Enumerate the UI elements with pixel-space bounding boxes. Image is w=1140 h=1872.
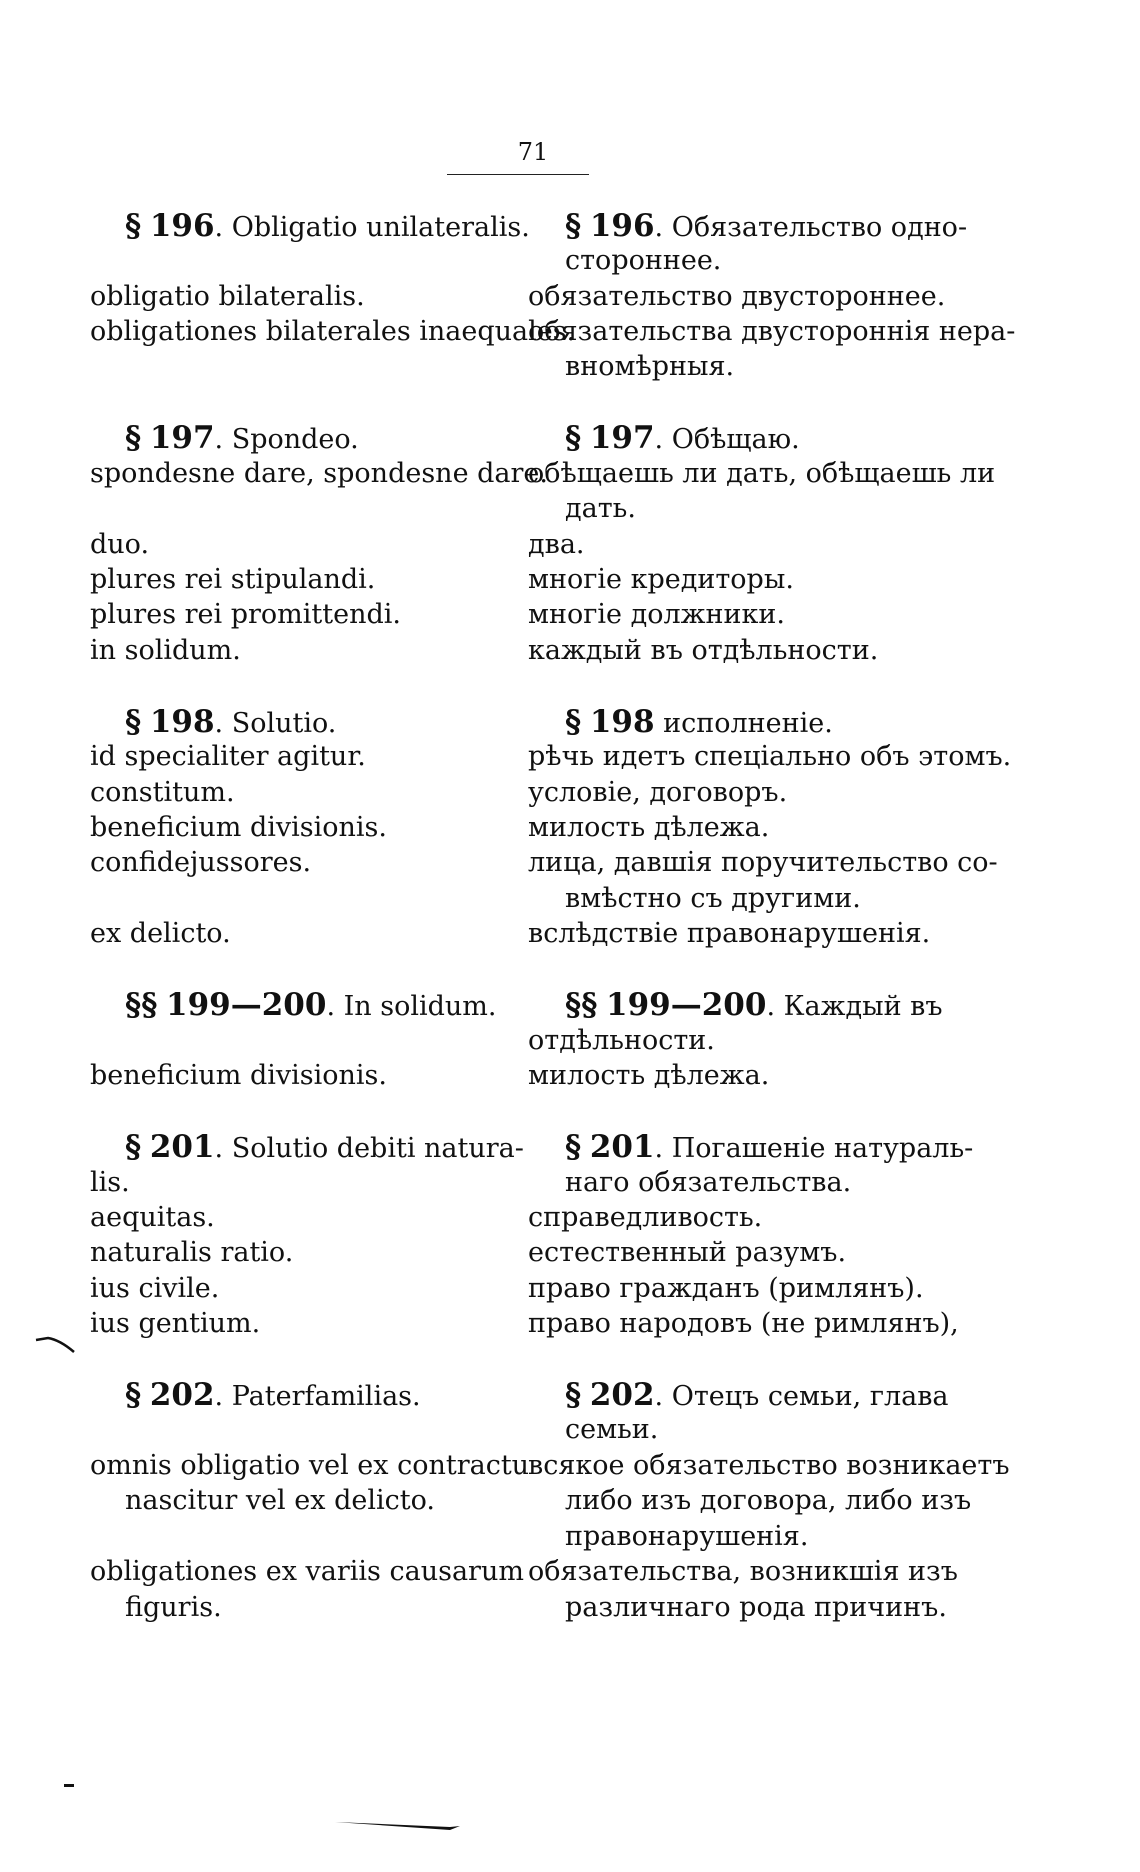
section-heading-196-latin: § 196. Obligatio unilateralis.: [125, 208, 530, 244]
latin-term: obligationes bilaterales inaequales.: [90, 316, 576, 347]
latin-term: ex delicto.: [90, 918, 231, 949]
section-heading-202-russian: § 202. Отецъ семьи, глава: [565, 1377, 949, 1413]
page-number: 71: [517, 138, 549, 166]
russian-term: обязательства, возникшія изъ: [528, 1556, 958, 1587]
russian-term: семьи.: [565, 1414, 659, 1445]
latin-term: in solidum.: [90, 635, 241, 666]
russian-term: рѣчь идетъ спеціально объ этомъ.: [528, 741, 1012, 772]
russian-term: всякое обязательство возникаетъ: [528, 1450, 1010, 1481]
section-heading-199-200-latin: §§ 199—200. In solidum.: [125, 987, 497, 1023]
section-heading-201-latin: § 201. Solutio debiti natura-: [125, 1129, 524, 1165]
russian-term: наго обязательства.: [565, 1167, 852, 1198]
section-heading-198-russian: § 198 исполненіе.: [565, 704, 833, 740]
russian-term: естественный разумъ.: [528, 1237, 847, 1268]
section-heading-197-latin: § 197. Spondeo.: [125, 420, 359, 456]
section-heading-197-russian: § 197. Обѣщаю.: [565, 420, 800, 456]
russian-term: обязательство двустороннее.: [528, 281, 946, 312]
russian-term: право народовъ (не римлянъ),: [528, 1308, 959, 1339]
latin-term: ius civile.: [90, 1273, 220, 1304]
russian-term: обязательства двустороннія нера-: [528, 316, 1016, 347]
latin-term: plures rei stipulandi.: [90, 564, 376, 595]
latin-term: ius gentium.: [90, 1308, 261, 1339]
latin-term: constitum.: [90, 777, 235, 808]
russian-term: стороннее.: [565, 245, 722, 276]
russian-term: два.: [528, 529, 585, 560]
latin-term: figuris.: [125, 1592, 222, 1623]
latin-term: plures rei promittendi.: [90, 599, 401, 630]
latin-term: beneficium divisionis.: [90, 1060, 387, 1091]
page-number-rule: [447, 174, 589, 175]
russian-term: либо изъ договора, либо изъ: [565, 1485, 972, 1516]
russian-term: многіе должники.: [528, 599, 785, 630]
russian-term: вномѣрныя.: [565, 351, 735, 382]
latin-term: aequitas.: [90, 1202, 215, 1233]
russian-term: дать.: [565, 493, 636, 524]
section-heading-199-200-russian: §§ 199—200. Каждый въ: [565, 987, 943, 1023]
latin-term: duo.: [90, 529, 150, 560]
latin-term: obligationes ex variis causarum: [90, 1556, 524, 1587]
section-heading-196-russian: § 196. Обязательство одно-: [565, 208, 968, 244]
latin-term: nascitur vel ex delicto.: [125, 1485, 435, 1516]
latin-term: beneficium divisionis.: [90, 812, 387, 843]
section-heading-201-russian: § 201. Погашеніе натураль-: [565, 1129, 974, 1165]
russian-term: отдѣльности.: [528, 1025, 715, 1056]
russian-term: справедливость.: [528, 1202, 763, 1233]
latin-term: id specialiter agitur.: [90, 741, 366, 772]
latin-term: obligatio bilateralis.: [90, 281, 365, 312]
russian-term: право гражданъ (римлянъ).: [528, 1273, 924, 1304]
russian-term: вслѣдствіе правонарушенія.: [528, 918, 931, 949]
russian-term: вмѣстно съ другими.: [565, 883, 861, 914]
russian-term: милость дѣлежа.: [528, 1060, 770, 1091]
russian-term: условіе, договоръ.: [528, 777, 788, 808]
scan-mark: [30, 1330, 80, 1360]
latin-term: confidejussores.: [90, 847, 312, 878]
russian-term: каждый въ отдѣльности.: [528, 635, 879, 666]
latin-term: lis.: [90, 1167, 130, 1198]
section-heading-202-latin: § 202. Paterfamilias.: [125, 1377, 421, 1413]
section-heading-198-latin: § 198. Solutio.: [125, 704, 337, 740]
scan-mark: [64, 1784, 74, 1787]
russian-term: многіе кредиторы.: [528, 564, 794, 595]
latin-term: omnis obligatio vel ex contractu: [90, 1450, 530, 1481]
russian-term: правонарушенія.: [565, 1521, 809, 1552]
russian-term: обѣщаешь ли дать, обѣщаешь ли: [528, 458, 996, 489]
russian-term: лица, давшія поручительство со-: [528, 847, 998, 878]
latin-term: spondesne dare, spondesne dare.: [90, 458, 548, 489]
latin-term: naturalis ratio.: [90, 1237, 294, 1268]
scan-mark: [330, 1818, 470, 1834]
russian-term: милость дѣлежа.: [528, 812, 770, 843]
russian-term: различнаго рода причинъ.: [565, 1592, 947, 1623]
